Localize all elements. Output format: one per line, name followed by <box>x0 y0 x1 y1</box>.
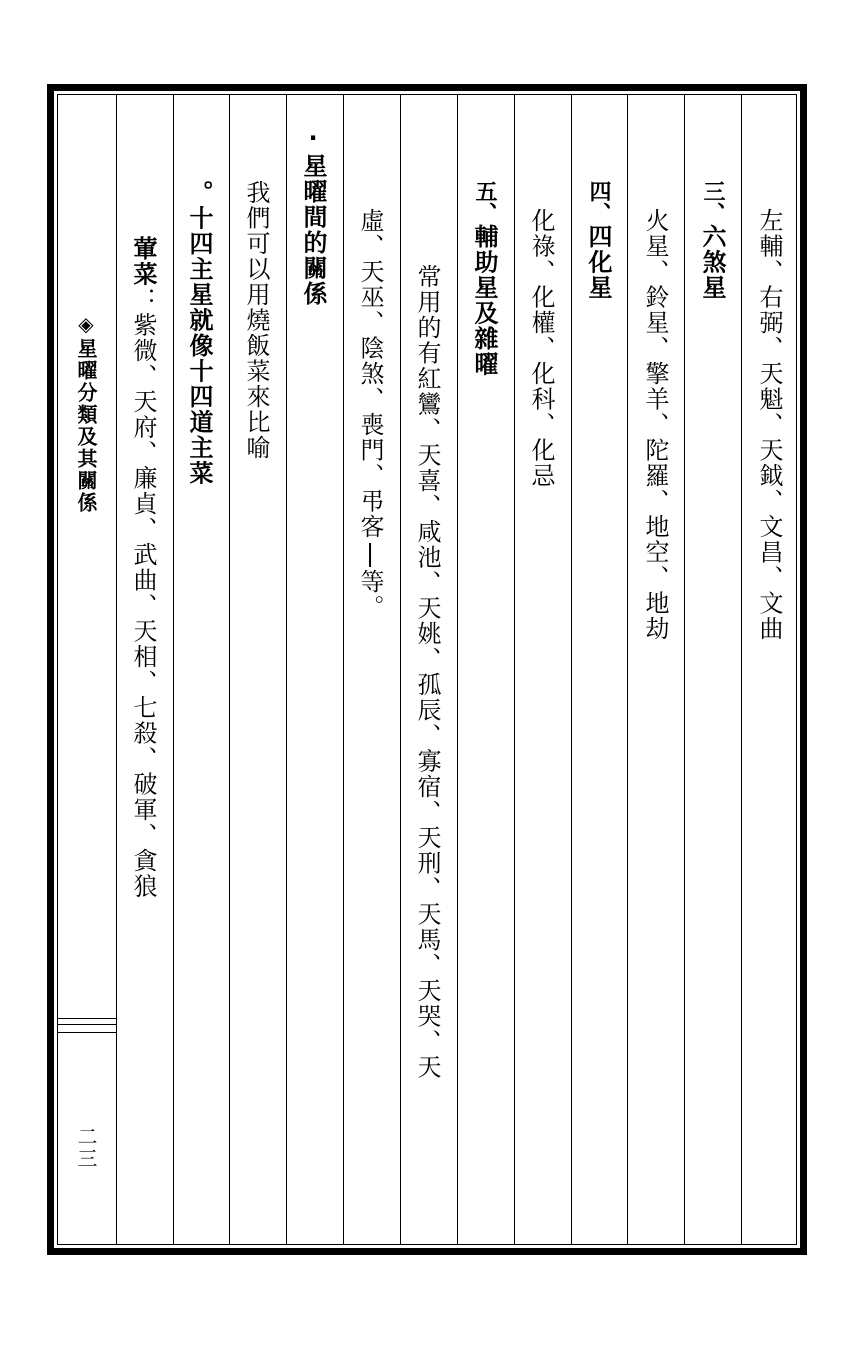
side-panel-rule <box>57 1018 116 1019</box>
column-divider <box>684 95 685 1244</box>
column-divider <box>571 95 572 1244</box>
colon: ： <box>129 287 157 313</box>
text-column-5: 化祿、化權、化科、化忌 <box>527 208 555 489</box>
page-number: 二三 <box>74 1126 98 1170</box>
column-divider <box>116 95 117 1244</box>
text-column-7: 常用的有紅鸞、天喜、咸池、天姚、孤辰、寡宿、天刑、天馬、天哭、天 <box>413 264 441 1080</box>
column-divider <box>741 95 742 1244</box>
text-column-10: 我們可以用燒飯菜來比喻 <box>242 180 270 461</box>
section-title: 輔助星及雜曜 <box>470 224 498 377</box>
column-divider <box>400 95 401 1244</box>
side-panel-rule <box>57 1032 116 1033</box>
subheading-main-stars <box>186 180 212 486</box>
section-5-heading <box>471 180 497 377</box>
bullet-mark: 。 <box>185 180 213 206</box>
section-title: 六煞星 <box>698 224 726 301</box>
column-divider <box>627 95 628 1244</box>
section-number: 四、 <box>586 180 611 224</box>
bullet-mark: · <box>299 124 327 154</box>
meat-dish-label: 葷菜 <box>129 236 157 287</box>
section-number: 三、 <box>700 180 725 224</box>
section-title: 四化星 <box>584 224 612 301</box>
column-divider <box>514 95 515 1244</box>
text-column-8: 虛、天巫、陰煞、喪門、弔客|等。 <box>356 208 384 620</box>
column-divider <box>229 95 230 1244</box>
running-head: ◈星曜分類及其關係 <box>74 312 98 514</box>
section-number: 五、 <box>472 180 497 224</box>
meat-dish-list: 紫微、天府、廉貞、武曲、天相、七殺、破軍、貪狼 <box>129 312 157 899</box>
section-3-heading <box>699 180 725 301</box>
text-column-12 <box>130 236 156 899</box>
subheading-title: 星曜間的關係 <box>299 153 327 307</box>
section-4-heading <box>585 180 611 301</box>
text-column-1: 左輔、右弼、天魁、天鉞、文昌、文曲 <box>755 208 783 642</box>
column-divider <box>343 95 344 1244</box>
side-panel-rule <box>57 1024 116 1025</box>
column-divider <box>173 95 174 1244</box>
subheading-relations <box>300 124 326 307</box>
column-divider <box>457 95 458 1244</box>
column-divider <box>286 95 287 1244</box>
subheading-title: 十四主星就像十四道主菜 <box>185 205 213 486</box>
text-column-3: 火星、鈴星、擎羊、陀羅、地空、地劫 <box>641 208 669 642</box>
